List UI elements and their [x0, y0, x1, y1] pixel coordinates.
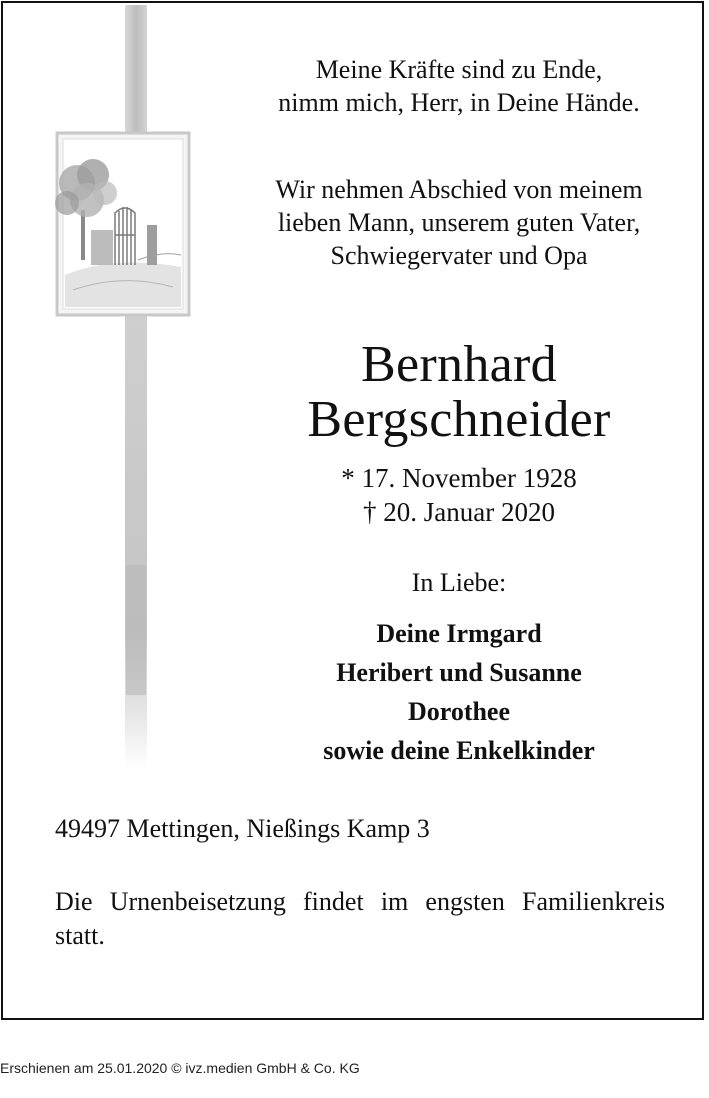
mourners-list [209, 614, 709, 770]
verse-line-1: Meine Kräfte sind zu Ende, [315, 55, 603, 84]
publication-footer: Erschienen am 25.01.2020 © ivz.medien GmbH & Co. KG [0, 1060, 360, 1076]
life-dates [209, 461, 709, 529]
mourner-name: Heribert und Susanne [336, 658, 582, 687]
mourners-intro: In Liebe: [411, 568, 507, 597]
first-name: Bernhard [361, 336, 557, 393]
mourner-name: sowie deine Enkelkinder [323, 736, 595, 765]
last-name: Bergschneider [307, 391, 611, 448]
farewell-text [209, 173, 709, 272]
farewell-line-3: Schwiegervater und Opa [330, 241, 588, 270]
deceased-name [209, 337, 709, 447]
verse [209, 53, 709, 119]
farewell-line-2: lieben Mann, unserem guten Vater, [277, 208, 641, 237]
mourner-name: Deine Irmgard [376, 619, 542, 648]
mourner-name: Dorothee [407, 697, 511, 726]
burial-notice: Die Urnenbeisetzung findet im engsten Familienkreis statt. [55, 887, 665, 950]
family-address: 49497 Mettingen, Nießings Kamp 3 [55, 814, 430, 843]
cross-garden-gate-icon [43, 5, 203, 775]
death-date: † 20. Januar 2020 [363, 497, 555, 527]
obituary-card [1, 1, 704, 1020]
birth-date: * 17. November 1928 [341, 463, 577, 493]
verse-line-2: nimm mich, Herr, in Deine Hände. [278, 88, 640, 117]
farewell-line-1: Wir nehmen Abschied von meinem [275, 175, 643, 204]
